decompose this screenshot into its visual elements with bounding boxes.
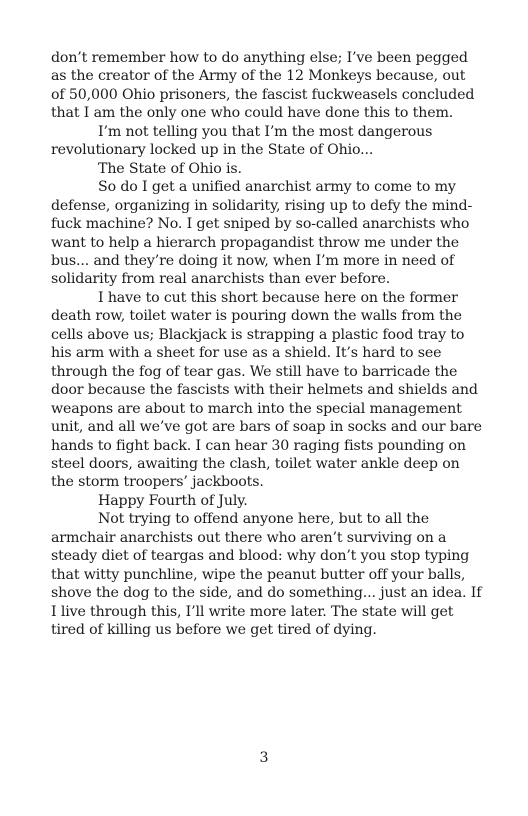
paragraph: Happy Fourth of July. (98, 492, 248, 509)
paragraph: I’m not telling you that I’m the most dangerous revolutionary locked up in the State of Ohio... (51, 123, 433, 159)
paragraph-continued: don’t remember how to do anything else; I’ve been pegged as the creator of the Army of the 12 Monkeys because, out of 50,000 Ohio prisoners, the fascist fuckweasels concluded that I am the only one who could have done this to them. (51, 50, 475, 122)
body-text (51, 49, 483, 640)
paragraph: I have to cut this short because here on the former death row, toilet water is pouring down the walls from the cells above us; Blackjack is strapping a plastic food tray to his arm with a sheet for use as a shield. It’s hard to see through the fog of tear gas. We still have to barricade the door because the fascists with their helmets and shields and weapons are about to march into the special management unit, and all we’ve got are bars of soap in socks and our bare hands to fight back. I can hear 30 raging fists pounding on steel doors, awaiting the clash, toilet water ankle deep on the storm troopers’ jackboots. (51, 289, 482, 491)
page-number: 3 (259, 750, 269, 766)
paragraph: Not trying to offend anyone here, but to all the armchair anarchists out there who aren’t surviving on a steady diet of teargas and blood: why don’t you stop typing that witty punchline, wipe the peanut butter off your balls, shove the dog to the side, and do something... just an idea. If I live through this, I’ll write more later. The state will get tired of killing us before we get tired of dying. (51, 511, 482, 639)
paragraph: The State of Ohio is. (98, 160, 242, 177)
paragraph: So do I get a unified anarchist army to come to my defense, organizing in solidarity, rising up to defy the mind-fuck machine? No. I get sniped by so-called anarchists who want to help a hierarch propagandist throw me under the bus... and they’re doing it now, when I’m more in need of solidarity from real anarchists than ever before. (51, 179, 473, 288)
